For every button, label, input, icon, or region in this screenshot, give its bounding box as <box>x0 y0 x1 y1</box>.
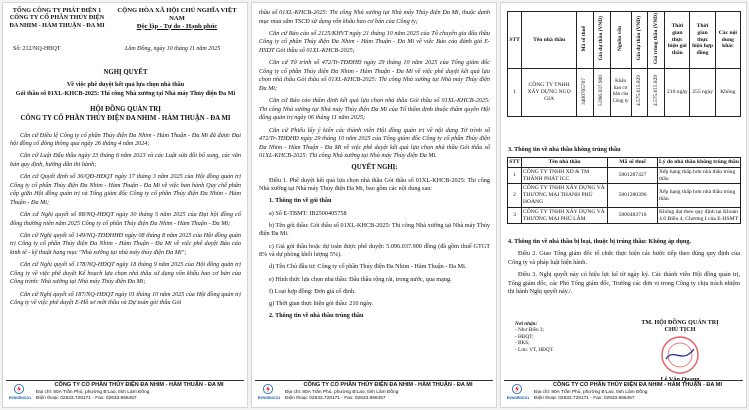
subject-line1: Về việc phê duyệt kết quả lựa chọn nhà thầu <box>66 81 185 89</box>
table-header-cell <box>631 12 648 69</box>
table-header-cell: Thời gian thực hiện gói thầu <box>665 12 690 69</box>
article-1: Điều 1. Phê duyệt kết quả lựa chọn nhà thầu Gói thầu số 01XL-KHCB-2025: Thi công Nhà xưởng tại Nhà máy Thủy điện Đa Mi, bao gồm các nội dung sau: <box>259 176 490 193</box>
evngenco-logo <box>8 384 30 402</box>
company-name-line2: ĐA NHIM - HÀM THUẬN - ĐA MI <box>9 21 105 29</box>
losing-bidders-table <box>507 157 741 224</box>
board-title-1: HỘI ĐỒNG QUẢN TRỊ <box>90 106 161 114</box>
footer-phone: Điện thoại: 02633.728171 - Fax: 02633.866457 <box>534 395 635 401</box>
recipient-item: - HĐQT; <box>515 333 534 340</box>
table-cell: Xếp hạng thấp hơn nhà thầu trúng thầu <box>658 184 741 207</box>
basis-paragraph: Căn cứ Điều lệ Công ty cổ phần Thủy điện Đa Nhim - Hàm Thuận - Đa Mi đã được Đại hội đồng cổ đông thông qua ngày 26 tháng 4 năm 2024; <box>10 131 241 148</box>
signature-block <box>621 319 739 383</box>
table-header-cell: Tên nhà thầu <box>522 12 577 69</box>
document-page-1 <box>2 2 248 408</box>
table-header-cell: Lý do nhà thầu không trúng thầu <box>658 158 741 168</box>
sign-title: TM. HỘI ĐỒNG QUẢN TRỊ <box>641 319 719 326</box>
resolve-heading: QUYẾT NGHỊ: <box>351 164 398 172</box>
table-header-cell: STT <box>508 158 522 168</box>
table-header-cell <box>576 12 593 69</box>
article-2: Điều 2. Giao Tổng giám đốc tổ chức thực hiện các bước tiếp theo đúng quy định của Công ty và pháp luật hiện hành. <box>508 250 740 266</box>
table-header-row <box>508 158 741 168</box>
basis-paragraph: Căn cứ Nghị quyết số 149/NQ-TĐĐHHĐ ngày 08 tháng 8 năm 2025 của Hội đồng quản trị Công ty cổ phần Thủy điện Đa Nhim - Hàm Thuận - Đa Mi về việc phê duyệt Báo cáo kinh tế - kỹ thuật hạng mục "Nhà xưởng tại nhà máy thủy điện Đa Mi"; <box>10 231 241 257</box>
basis-paragraph: Căn cứ Luật Đấu thầu ngày 23 tháng 6 năm 2023 và các Luật sửa đổi bổ sung, các văn bản quy định, hướng dẫn thi hành; <box>10 152 241 168</box>
logo-text: EVNGENCO1 <box>506 396 530 400</box>
lightning-icon <box>14 384 24 394</box>
board-title-2: CÔNG TY CỔ PHẦN THỦY ĐIỆN ĐA NHIM - HÀM THUẬN - ĐA MI <box>20 114 231 122</box>
table-cell <box>593 68 610 116</box>
table-cell: CÔNG TY TNHH XÂY DỰNG NGỌ GIA <box>522 68 577 116</box>
footer-address: Địa chỉ: 80A Trần Phú, phường B'Lao, tỉnh Lâm Đồng <box>36 389 150 395</box>
company-seal-icon <box>658 335 702 375</box>
footer-company: CÔNG TY CỔ PHẦN THỦY ĐIỆN ĐA NHIM - HÀM THUẬN - ĐA MI <box>303 382 473 388</box>
table-header-row <box>508 12 741 69</box>
table-cell: 255 ngày <box>690 68 715 116</box>
basis-paragraph: Căn cứ Phiếu lấy ý kiến các thành viên Hội đồng quản trị về nội dung Tờ trình số 472/Tr-TĐĐHĐ ngày 29 tháng 10 năm 2025 của Tổng giám đốc Công ty cổ phần Thủy điện Đa Nhim - Hàm Thuận - Đa Mi về việc phê duyệt kết quả lựa chọn nhà thầu Gói thầu số 01XL-KHCB-2025: Thi công Nhà xưởng tại Nhà máy Thủy điện Đa Mi. <box>259 126 490 160</box>
basis-paragraph: Căn cứ Quyết định số 36/QĐ-HĐQT ngày 17 tháng 3 năm 2025 của Hội đồng quản trị Công ty cổ phần Thủy điện Đa Nhim - Hàm Thuận - Đa Mi về việc ban hành Quy chế phân cấp giữa Hội đồng quản trị và Tổng giám đốc Công ty cổ phần Thủy điện Đa Nhim - Hàm Thuận - Đa Mi; <box>10 173 241 206</box>
table-header-cell <box>648 12 665 69</box>
page-footer <box>255 380 493 404</box>
basis-paragraph: thầu số 01XL-KHCB-2025: Thi công Nhà xưởng tại Nhà máy Thủy điện Đa Mi, thuộc danh mục mua sắm TSCĐ sử dụng vốn khấu hao cơ bản của Công ty; <box>259 9 490 25</box>
basis-paragraph: Căn cứ Tờ trình số 472/Tr-TĐĐHĐ ngày 29 tháng 10 năm 2025 của Tổng giám đốc Công ty cổ phần Thủy điện Đa Nhim - Hàm Thuận - Đa Mi về việc phê duyệt kết quả lựa chọn nhà thầu Gói thầu số 01XL-KHCB-2025: Thi công Nhà xưởng tại Nhà máy Thủy điện Đa Mi; <box>259 59 490 92</box>
recipient-item: - Lưu: VT, HĐQT. <box>515 346 554 353</box>
section-3-heading: 3. Thông tin về nhà thầu không trúng thầu <box>508 146 621 153</box>
page-footer <box>504 380 743 404</box>
table-header-cell: Mã số thuế <box>608 158 658 168</box>
parent-company: TỔNG CÔNG TY PHÁT ĐIỆN 1 <box>12 7 102 14</box>
logo-text: EVNGENCO1 <box>257 396 281 400</box>
bid-item: e) Hình thức lựa chọn nhà thầu: Đấu thầu rộng rãi, trong nước, qua mạng. <box>269 275 452 283</box>
page1-body <box>10 69 241 311</box>
document-page-2 <box>251 2 497 408</box>
table-cell: 210 ngày <box>665 68 690 116</box>
footer-text <box>285 383 491 401</box>
table-cell <box>648 68 665 116</box>
bid-item: b) Tên gói thầu: Gói thầu số 01XL-KHCB-2025: Thi công Nhà xưởng tại Nhà máy Thủy điện Đa Mi. <box>259 221 490 238</box>
lightning-icon <box>263 384 273 394</box>
bid-item: g) Thời gian thực hiện gói thầu: 210 ngày. <box>269 299 374 307</box>
table-cell: 5801280396 <box>608 184 658 207</box>
company-block <box>7 7 107 29</box>
vertical-header: Giá trúng thầu (VND) <box>652 13 659 65</box>
winning-bidder-table <box>507 11 741 117</box>
footer-text <box>36 383 242 401</box>
table-row <box>508 68 741 116</box>
table-cell: CÔNG TY TNHH XÂY DỰNG VÀ THƯƠNG MẠI THANH PHÚ HOÀNG <box>522 184 608 207</box>
table-cell: 1 <box>508 68 522 116</box>
sign-role: CHỦ TỊCH <box>664 326 696 333</box>
vertical-cell: 5.096.037.900 <box>598 75 605 107</box>
page-footer <box>6 380 244 404</box>
bid-item: f) Loại hợp đồng: Đơn giá cố định. <box>269 287 356 295</box>
table-cell: 2 <box>508 184 522 207</box>
footer-company: CÔNG TY CỔ PHẦN THỦY ĐIỆN ĐA NHIM - HÀM THUẬN - ĐA MI <box>54 382 224 388</box>
document-number: Số: 212/NQ-HĐQT <box>13 46 61 52</box>
document-date: Lâm Đồng, ngày 10 tháng 11 năm 2025 <box>125 46 221 52</box>
section-4: 4. Thông tin về nhà thầu bị loại, thuộc bị trúng thầu: Không áp dụng. <box>508 238 691 245</box>
vertical-header: Mã số thuế <box>581 25 588 52</box>
table-cell: Không đạt theo quy định tại Khoản 4.6 Điều 4, Chương I của E-HSMT <box>658 207 741 224</box>
table-header-cell: Thời gian thực hiện hợp đồng <box>690 12 715 69</box>
vertical-header: Nguồn vốn <box>617 26 624 52</box>
lightning-icon <box>512 384 522 394</box>
logo-text: EVNGENCO1 <box>8 396 32 400</box>
signer-name: Lê Văn Quang <box>660 376 700 383</box>
table-row <box>508 167 741 184</box>
nation-motto: Độc lập - Tự do - Hạnh phúc <box>136 22 218 30</box>
article-3: Điều 3. Nghị quyết này có hiệu lực kể từ ngày ký. Các thành viên Hội đồng quản trị, Tổng giám đốc, các Phó Tổng giám đốc, Trưởng các đơn vị trong Công ty chịu trách nhiệm thi hành Nghị quyết này./. <box>508 270 740 296</box>
vertical-cell: 3400765707 <box>581 77 588 105</box>
table-row <box>508 207 741 224</box>
basis-paragraph: Căn cứ Báo cáo thẩm định kết quả lựa chọn nhà thầu Gói thầu số 01XL-KHCB-2025: Thi công Nhà xưởng tại Nhà máy Thủy điện Đa Mi của Tổ thẩm định thuộc thẩm quyền Hội đồng quản trị ngày 06 tháng 11 năm 2025; <box>259 97 490 122</box>
nation-title: CỘNG HÒA XÃ HỘI CHỦ NGHĨA VIỆT NAM <box>117 7 237 22</box>
company-name-line1: CÔNG TY CỔ PHẦN THỦY ĐIỆN <box>9 14 105 22</box>
footer-text <box>534 383 741 401</box>
vertical-cell: 4.575.615.829 <box>652 75 659 107</box>
vertical-header: Giá dự thầu (VND) <box>598 16 605 61</box>
table-cell: Không <box>715 68 740 116</box>
table-row <box>508 184 741 207</box>
table-header-cell <box>610 12 631 69</box>
subject-line2: Gói thầu số 01XL-KHCB-2025: Thi công Nhà xưởng tại Nhà máy Thủy điện Đa Mi <box>15 89 236 97</box>
page3-body <box>508 238 740 300</box>
table-cell <box>631 68 648 116</box>
recipient-item: - BKS; <box>515 340 530 347</box>
footer-address: Địa chỉ: 80A Trần Phú, phường B'Lao, tỉnh Lâm Đồng <box>534 389 648 395</box>
nation-block <box>111 7 243 30</box>
document-header <box>7 7 243 41</box>
table-cell: 1 <box>508 167 522 184</box>
table-cell: 5800483718 <box>608 207 658 224</box>
footer-company: CÔNG TY CỔ PHẦN THỦY ĐIỆN ĐA NHIM - HÀM THUẬN - ĐA MI <box>552 382 723 388</box>
bid-item: c) Giá gói thầu hoặc dự toán được phê duyệt: 5.096.037.900 đồng (đã gồm thuế GTGT 8% và dự phòng khối lượng 5%). <box>259 242 490 259</box>
evngenco-logo <box>506 384 528 402</box>
recipient-item: - Như Điều 3; <box>515 327 544 334</box>
document-page-3 <box>500 2 747 408</box>
table-cell: 5801287427 <box>608 167 658 184</box>
recipients-title: Nơi nhận: <box>515 321 538 327</box>
basis-paragraph: Căn cứ Nghị quyết số 187/NQ-HĐQT ngày 01 tháng 10 năm 2025 của Hội đồng quản trị Công ty về việc phê duyệt E-Hồ sơ mời thầu và Dự toán gói thầu Gói <box>10 290 241 307</box>
section-1-heading: 1. Thông tin về gói thầu <box>269 197 332 205</box>
table-cell: Xếp hạng thấp hơn nhà thầu trúng thầu <box>658 167 741 184</box>
table-header-cell: STT <box>508 12 522 69</box>
footer-phone: Điện thoại: 02633.728171 - Fax: 02633.866457 <box>285 395 386 401</box>
footer-phone: Điện thoại: 02633.728171 - Fax: 02633.866457 <box>36 395 137 401</box>
vertical-cell: 4.575.615.829 <box>636 75 643 107</box>
bid-item: d) Tên Chủ đầu tư: Công ty cổ phần Thủy điện Đa Nhim - Hàm Thuận - Đa Mi. <box>269 263 467 271</box>
vertical-header: Giá dự thầu (VND) <box>636 16 643 61</box>
basis-paragraph: Căn cứ Nghị quyết số 178/NQ-HĐQT ngày 18 tháng 9 năm 2025 của Hội đồng quản trị Công ty về việc phê duyệt Kế hoạch lựa chọn nhà thầu sử dụng vốn khấu hao cơ bản của Công trình: Nhà xưởng tại Nhà máy Thủy điện Đa Mi; <box>10 261 241 286</box>
table-cell: CÔNG TY TNHH XÂY DỰNG VÀ THƯƠNG MẠI PHÚ LÂM <box>522 207 608 224</box>
table-cell: Khấu hao cơ bản của Công ty <box>610 68 631 116</box>
evngenco-logo <box>257 384 279 402</box>
table-cell: CÔNG TY TNHH XD & TM THÀNH PHÁT ICC <box>522 167 608 184</box>
table-header-cell: Tên nhà thầu <box>522 158 608 168</box>
basis-paragraph: Căn cứ Báo cáo số 2125/KHVT ngày 21 tháng 10 năm 2025 của Tổ chuyên gia đấu thầu Công ty cổ phần Thủy điện Đa Nhim - Hàm Thuận - Đa Mi về việc Báo cáo đánh giá E-HSDT Gói thầu số 01XL-KHCB-2025; <box>259 29 490 54</box>
basis-paragraph: Căn cứ Nghị quyết số 88/NQ-HĐQT ngày 30 tháng 5 năm 2025 của Đại hội đồng cổ đông thường niên năm 2025 Công ty cổ phần Thủy điện Đa Nhim - Hàm Thuận - Đa Mi; <box>10 211 241 227</box>
page2-body <box>259 9 490 324</box>
section-2-heading: 2. Thông tin về nhà thầu trúng thầu <box>269 312 364 320</box>
footer-address: Địa chỉ: 80A Trần Phú, phường B'Lao, tỉnh Lâm Đồng <box>285 389 399 395</box>
bid-item: a) Số E-TBMT: IB2500405758 <box>269 209 347 217</box>
table-cell: 3 <box>508 207 522 224</box>
table-cell <box>576 68 593 116</box>
table-header-cell <box>593 12 610 69</box>
resolution-title: NGHỊ QUYẾT <box>103 69 148 76</box>
table-header-cell: Các nội dung khác <box>715 12 740 69</box>
recipients-block <box>515 321 554 353</box>
